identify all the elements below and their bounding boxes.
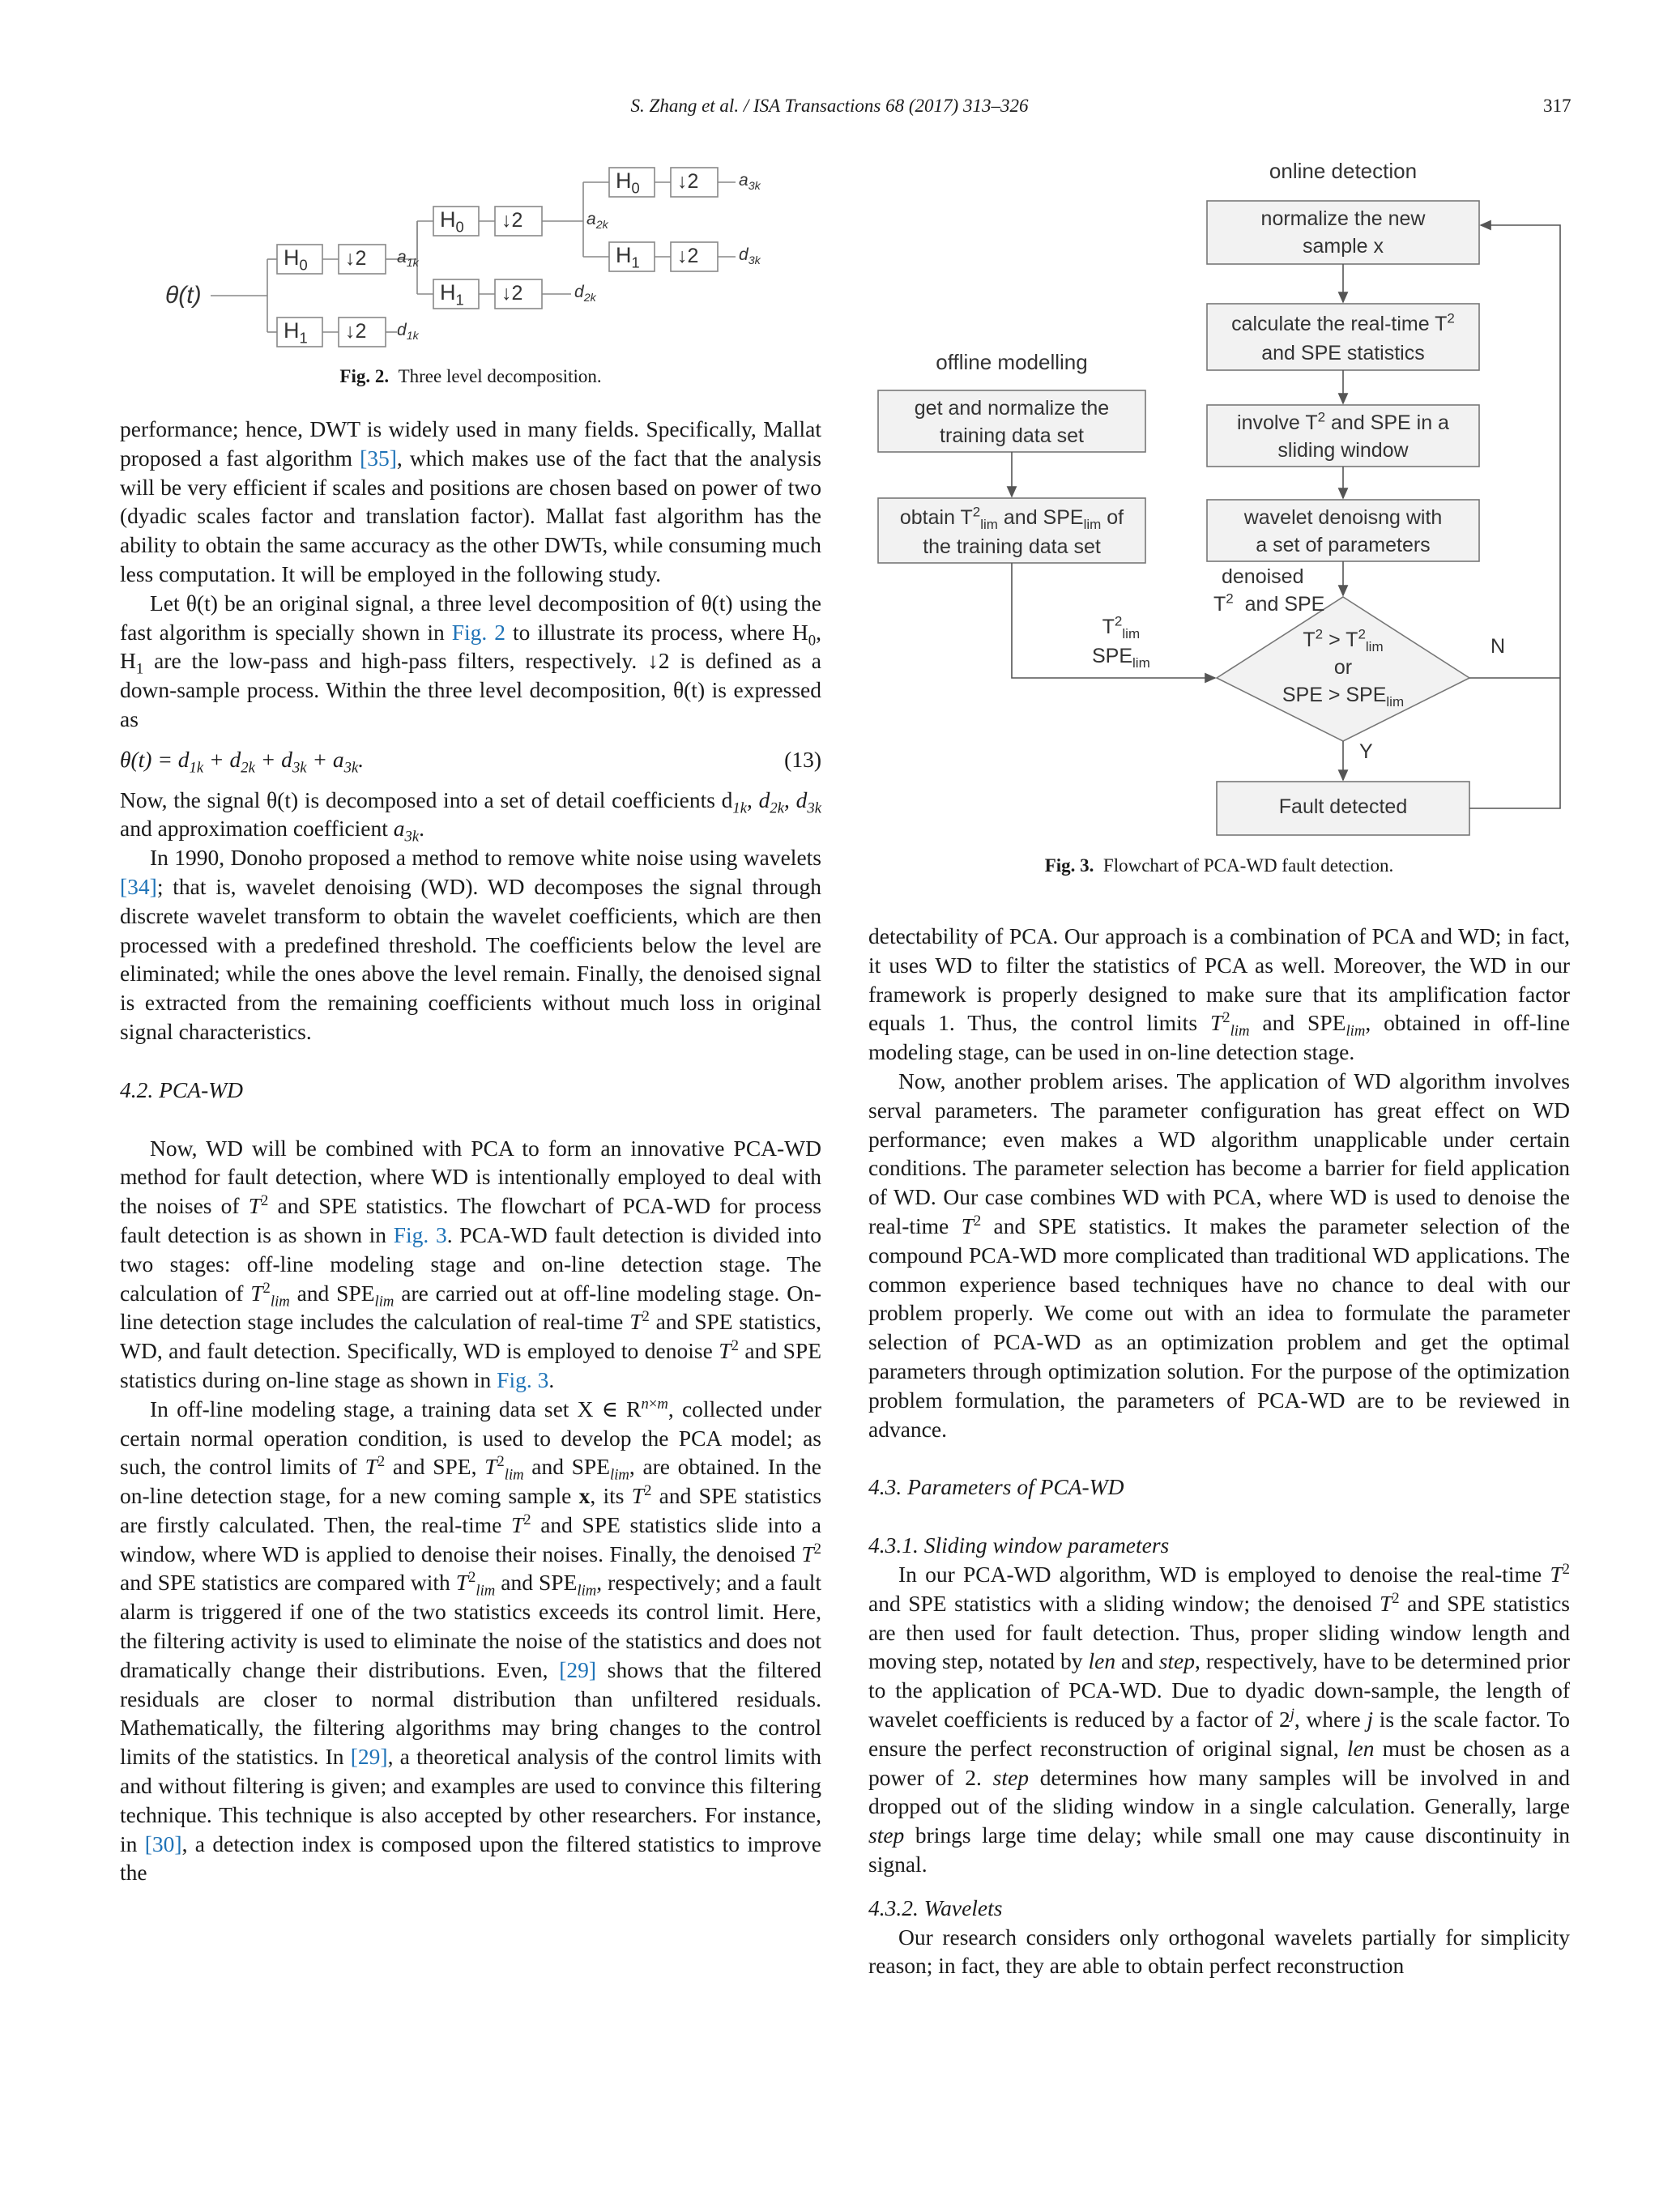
fig3-obtain-text: obtain $T^2_{lim}$ and $SPE_{lim}$ of the training data set: [899, 504, 1124, 558]
fig3-training-text: get and normalize the training data set: [914, 397, 1110, 447]
figure-link[interactable]: Fig. 3: [393, 1221, 447, 1247]
fig3-denoised-text: denoised $T^2$ and SPE: [1213, 565, 1325, 616]
fig2-down-3b: ↓2: [677, 245, 699, 267]
citation-link[interactable]: [34]: [120, 873, 157, 899]
fig2-d3k-label: $d_{3k}$: [739, 245, 761, 268]
fig3-calculate-text: calculate the real-time $T^2$ and SPE statistics: [1231, 310, 1455, 364]
fig2-h1-level3: $H_1$: [616, 243, 640, 271]
citation-link[interactable]: [35]: [360, 445, 397, 471]
fig2-down-2b: ↓2: [501, 282, 523, 305]
fig2-a3k-label: $a_{3k}$: [739, 171, 761, 194]
section-heading-4-3: 4.3. Parameters of PCA-WD: [868, 1474, 1124, 1500]
page-number: 317: [1543, 96, 1572, 116]
figure-link[interactable]: Fig. 3: [497, 1366, 549, 1392]
fig3-diamond-text: $T^2 > T^2_{lim}$ or SPE > $SPE_{lim}$: [1282, 626, 1405, 710]
fig3-wavelet-text: wavelet denoisng with a set of parameters: [1243, 506, 1443, 556]
fig3-caption: Fig. 3. Flowchart of PCA-WD fault detection.: [1044, 855, 1394, 876]
fig2-a2k-label: $a_{2k}$: [586, 210, 608, 232]
section-heading-4-2: 4.2. PCA-WD: [120, 1076, 243, 1102]
left-column: [120, 415, 821, 1887]
fig3-offline-title: offline modelling: [936, 350, 1088, 374]
subsection-heading-4-3-1: 4.3.1. Sliding window parameters: [868, 1532, 1170, 1558]
right-column: [868, 922, 1570, 1980]
fig3-online-title: online detection: [1269, 159, 1418, 183]
fig3-limits-text: $T^2_{lim}$ $SPE_{lim}$: [1092, 613, 1150, 671]
running-head: S. Zhang et al. / ISA Transactions 68 (2017) 313–326: [630, 96, 1029, 116]
equation-13: $\theta(t) = d_{1k} + d_{2k} + d_{3k} + a_{3k}$. (13): [120, 746, 821, 777]
fig3-fault-text: Fault detected: [1278, 795, 1408, 818]
fig2-labels: [154, 158, 802, 360]
paragraph: Let θ(t) be an original signal, a three level decomposition of θ(t) using the fast algorithm is specially shown in Fig. 2 to illustrate its process, where $H_0$, $H_1$ are the low-pass and high-pass filters, respectively. ↓2 is defined as a down-sample process. Within the three level decomposition, θ(t) is expressed as: [120, 590, 821, 731]
fig2-h1-level1: $H_1$: [284, 318, 308, 347]
paragraph: Now, the signal θ(t) is decomposed into a set of detail coefficients $d_{1k}$, $d_{2k}$, $d_{3k}$ and approximation coefficient $a_{3k}$.: [120, 786, 821, 846]
fig2-caption: Fig. 2. Three level decomposition.: [339, 366, 602, 386]
paragraph: performance; hence, DWT is widely used in many fields. Specifically, Mallat proposed a fast algorithm [35], which makes use of the fact that the analysis will be very efficient if scales and positions are chosen based on power of two (dyadic scales factor and translation factor). Mallat fast algorithm has the ability to obtain the same accuracy as the other DWTs, while consuming much less computation. It will be employed in the following study.: [120, 416, 821, 586]
paragraph: detectability of PCA. Our approach is a combination of PCA and WD; in fact, it uses WD to filter the statistics of PCA as well. Moreover, the WD in our framework is properly designed to make sure that its amplification factor equals 1. Thus, the control limits $T^2_{lim}$ and $SPE_{lim}$, obtained in off-line modeling stage, can be used in on-line detection stage.: [868, 923, 1571, 1065]
fig2-h0-level2: $H_0$: [440, 207, 464, 236]
fig3-yes-label: Y: [1359, 740, 1373, 763]
fig2-down-1b: ↓2: [345, 320, 367, 343]
fig2-down-2a: ↓2: [501, 209, 523, 232]
paragraph: Our research considers only orthogonal wavelets partially for simplicity reason; in fact, they are able to obtain perfect reconstruction: [868, 1924, 1570, 1979]
citation-link[interactable]: [29]: [350, 1744, 388, 1770]
paragraph: Now, another problem arises. The application of WD algorithm involves serval parameters. The parameter configuration has great effect on WD performance; even makes a WD algorithm unapplicable under certain conditions. The parameter selection has become a barrier for field application of WD. Our case combines WD with PCA, where WD is used to denoise the real-time $T^2$ and SPE statistics. It makes the parameter selection of the compound PCA-WD more complicated than traditional WD applications. The common experience based techniques have no chance to deal with our problem properly. We come out with an idea to formulate the parameter selection of PCA-WD as an optimization problem and get the optimal parameters through optimization solution. For the purpose of the optimization problem formulation, the parameters of PCA-WD are to be reviewed in advance.: [868, 1068, 1570, 1442]
fig2-down-1a: ↓2: [345, 247, 367, 270]
subsection-heading-4-3-2: 4.3.2. Wavelets: [868, 1894, 1003, 1920]
paragraph: In 1990, Donoho proposed a method to remove white noise using wavelets [34]; that is, wavelet denoising (WD). WD decomposes the signal through discrete wavelet transform to obtain the wavelet coefficients, which are then processed with a predefined threshold. The coefficients below the level are eliminated; while the ones above the level remain. Finally, the denoised signal is extracted from the remaining coefficients without much loss in original signal characteristics.: [120, 845, 821, 1044]
paragraph: Now, WD will be combined with PCA to form an innovative PCA-WD method for fault detection, where WD is intentionally employed to deal with the noises of $T^2$ and SPE statistics. The flowchart of PCA-WD for process fault detection is as shown in Fig. 3. PCA-WD fault detection is divided into two stages: off-line modeling stage and on-line detection stage. The calculation of $T^2_{lim}$ and $SPE_{lim}$ are carried out at off-line modeling stage. On-line detection stage includes the calculation of real-time $T^2$ and SPE statistics, WD, and fault detection. Specifically, WD is employed to denoise $T^2$ and SPE statistics during on-line stage as shown in Fig. 3.: [120, 1135, 822, 1392]
fig2-a1k-label: $a_{1k}$: [397, 248, 419, 271]
fig3-labels: [867, 154, 1580, 850]
fig3-involve-text: involve $T^2$ and SPE in a sliding window: [1237, 409, 1449, 462]
paragraph: In off-line modeling stage, a training data set X ∈ $R^{n\times m}$, collected under certain normal operation condition, is used to develop the PCA model; as such, the control limits of $T^2$ and SPE, $T^2_{lim}$ and $SPE_{lim}$, are obtained. In the on-line detection stage, for a new coming sample x, its $T^2$ and SPE statistics are firstly calculated. Then, the real-time $T^2$ and SPE statistics slide into a window, where WD is applied to denoise their noises. Finally, the denoised $T^2$ and SPE statistics are compared with $T^2_{lim}$ and $SPE_{lim}$, respectively; and a fault alarm is triggered if one of the two statistics exceeds its control limit. Here, the filtering activity is used to eliminate the noise of the statistics and does not dramatically change their distributions. Even, [29] shows that the filtered residuals are closer to normal distribution than unfiltered residuals. Mathematically, the filtering algorithms may bring changes to the control limits of the statistics. In [29], a theoretical analysis of the control limits with and without filtering is given; and examples are used to convince this filtering technique. This technique is also accepted by other researchers. For instance, in [30], a detection index is composed upon the filtered statistics to improve the: [120, 1395, 822, 1886]
figure-link[interactable]: Fig. 2: [451, 619, 505, 645]
fig2-down-3a: ↓2: [677, 170, 699, 193]
fig2-d1k-label: $d_{1k}$: [397, 321, 419, 343]
paragraph: In our PCA-WD algorithm, WD is employed to denoise the real-time $T^2$ and SPE statistics with a sliding window; the denoised $T^2$ and SPE statistics are then used for fault detection. Thus, proper sliding window length and moving step, notated by len and step, respectively, have to be determined prior to the application of PCA-WD. Due to dyadic down-sample, the length of wavelet coefficients is reduced by a factor of 2$^j$, where j is the scale factor. To ensure the perfect reconstruction of original signal, len must be chosen as a power of 2. step determines how many samples will be involved in and dropped out of the sliding window in a single calculation. Generally, large step brings large time delay; while small one may cause discontinuity in signal.: [868, 1560, 1570, 1877]
fig2-h0-level1: $H_0$: [284, 245, 308, 274]
fig3-no-label: N: [1491, 635, 1506, 658]
fig2-signal-label: θ(t): [165, 282, 202, 309]
fig2-d2k-label: $d_{2k}$: [574, 283, 596, 305]
citation-link[interactable]: [30]: [144, 1831, 182, 1856]
citation-link[interactable]: [29]: [559, 1656, 597, 1682]
fig2-h0-level3: $H_0$: [616, 168, 640, 197]
fig3-normalize-text: normalize the new sample x: [1260, 207, 1426, 258]
fig2-h1-level2: $H_1$: [440, 280, 464, 309]
